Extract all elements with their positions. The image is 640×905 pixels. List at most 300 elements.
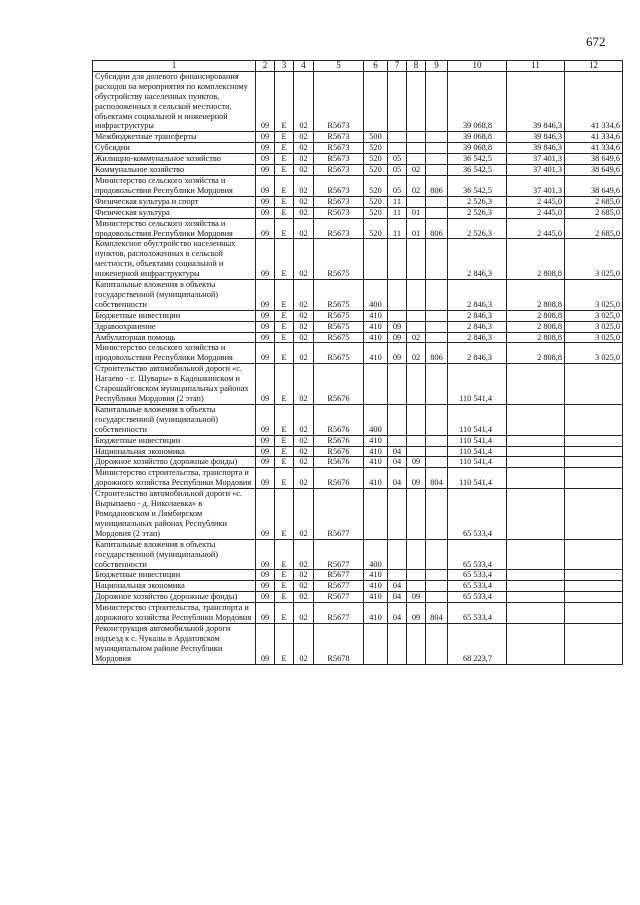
col-2-code: 09 xyxy=(256,310,275,321)
col-10-amount: 2 526,3 xyxy=(448,207,507,218)
col-8-code: 02 xyxy=(407,175,426,196)
col-11-amount xyxy=(507,435,565,446)
col-8-code xyxy=(407,310,426,321)
col-5-code: R5677 xyxy=(314,489,364,540)
col-2-code: 09 xyxy=(256,71,275,131)
col-4-code: 02 xyxy=(294,539,314,570)
col-4-code: 02 xyxy=(294,71,314,131)
col-11-amount: 39 846,3 xyxy=(507,132,565,143)
table-row xyxy=(93,71,623,131)
col-7-code xyxy=(388,570,407,581)
col-7-code xyxy=(388,364,407,405)
col-5-code: R5673 xyxy=(314,154,364,165)
col-11-amount xyxy=(507,570,565,581)
col-11-amount xyxy=(507,468,565,489)
table-row xyxy=(93,280,623,311)
col-6-code: 410 xyxy=(364,592,388,603)
col-4-code: 02 xyxy=(294,280,314,311)
col-9-code xyxy=(426,446,448,457)
col-10-amount: 2 846,3 xyxy=(448,343,507,364)
col-2-code: 09 xyxy=(256,165,275,176)
row-description: Амбулаторная помощь xyxy=(93,332,256,343)
col-11-amount: 2 445,0 xyxy=(507,196,565,207)
col-5-code: R5676 xyxy=(314,468,364,489)
col-5-code: R5677 xyxy=(314,570,364,581)
col-10-amount: 65 533,4 xyxy=(448,489,507,540)
col-3-code: Е xyxy=(275,132,294,143)
col-11-amount xyxy=(507,539,565,570)
col-8-code xyxy=(407,581,426,592)
col-10-amount: 36 542,5 xyxy=(448,154,507,165)
col-12-amount xyxy=(565,489,623,540)
table-row xyxy=(93,364,623,405)
col-4-code: 02 xyxy=(294,310,314,321)
col-10-amount: 65 533,4 xyxy=(448,539,507,570)
table-row xyxy=(93,310,623,321)
row-description: Бюджетные инвестиции xyxy=(93,570,256,581)
col-5-code: R5677 xyxy=(314,581,364,592)
row-description: Коммунальное хозяйство xyxy=(93,165,256,176)
col-8-code: 01 xyxy=(407,218,426,239)
col-11-amount xyxy=(507,489,565,540)
table-row xyxy=(93,404,623,435)
col-6-code xyxy=(364,364,388,405)
col-12-amount xyxy=(565,539,623,570)
col-11-amount xyxy=(507,446,565,457)
col-12-amount: 38 649,6 xyxy=(565,165,623,176)
col-8-code xyxy=(407,154,426,165)
col-5-code: R5673 xyxy=(314,165,364,176)
col-5-code: R5675 xyxy=(314,343,364,364)
col-9-code xyxy=(426,196,448,207)
row-description: Здравоохранение xyxy=(93,321,256,332)
col-5-code: R5673 xyxy=(314,71,364,131)
col-8-code xyxy=(407,196,426,207)
col-4-code: 02 xyxy=(294,623,314,664)
column-header: 9 xyxy=(426,61,448,72)
col-2-code: 09 xyxy=(256,489,275,540)
col-6-code: 400 xyxy=(364,539,388,570)
col-9-code xyxy=(426,154,448,165)
col-5-code: R5673 xyxy=(314,175,364,196)
col-8-code xyxy=(407,489,426,540)
col-7-code: 04 xyxy=(388,457,407,468)
col-3-code: Е xyxy=(275,592,294,603)
col-11-amount xyxy=(507,404,565,435)
col-3-code: Е xyxy=(275,239,294,280)
col-11-amount: 39 846,3 xyxy=(507,143,565,154)
col-12-amount xyxy=(565,581,623,592)
col-3-code: Е xyxy=(275,489,294,540)
col-3-code: Е xyxy=(275,603,294,624)
row-description: Бюджетные инвестиции xyxy=(93,310,256,321)
budget-table xyxy=(92,60,623,665)
col-11-amount xyxy=(507,457,565,468)
col-6-code: 410 xyxy=(364,321,388,332)
table-row xyxy=(93,154,623,165)
col-2-code: 09 xyxy=(256,404,275,435)
col-10-amount: 68 223,7 xyxy=(448,623,507,664)
col-10-amount: 2 846,3 xyxy=(448,321,507,332)
col-5-code: R5678 xyxy=(314,623,364,664)
col-2-code: 09 xyxy=(256,468,275,489)
col-5-code: R5677 xyxy=(314,603,364,624)
col-6-code: 520 xyxy=(364,207,388,218)
col-8-code: 02 xyxy=(407,332,426,343)
col-8-code xyxy=(407,239,426,280)
col-2-code: 09 xyxy=(256,218,275,239)
col-3-code: Е xyxy=(275,321,294,332)
col-6-code: 520 xyxy=(364,196,388,207)
col-12-amount: 41 334,6 xyxy=(565,132,623,143)
col-10-amount: 2 846,3 xyxy=(448,310,507,321)
table-row xyxy=(93,446,623,457)
col-3-code: Е xyxy=(275,310,294,321)
col-3-code: Е xyxy=(275,468,294,489)
col-12-amount xyxy=(565,446,623,457)
col-12-amount: 38 649,6 xyxy=(565,154,623,165)
col-3-code: Е xyxy=(275,332,294,343)
row-description: Капитальные вложения в объекты государственной (муниципальной) собственности xyxy=(93,539,256,570)
col-4-code: 02 xyxy=(294,165,314,176)
col-9-code xyxy=(426,489,448,540)
col-7-code xyxy=(388,489,407,540)
col-12-amount: 2 685,0 xyxy=(565,218,623,239)
col-12-amount xyxy=(565,603,623,624)
col-6-code: 410 xyxy=(364,446,388,457)
col-11-amount xyxy=(507,592,565,603)
col-8-code xyxy=(407,623,426,664)
col-4-code: 02 xyxy=(294,239,314,280)
col-5-code: R5676 xyxy=(314,457,364,468)
col-8-code xyxy=(407,280,426,311)
col-2-code: 09 xyxy=(256,623,275,664)
col-3-code: Е xyxy=(275,143,294,154)
col-6-code: 410 xyxy=(364,343,388,364)
col-5-code: R5676 xyxy=(314,404,364,435)
col-2-code: 09 xyxy=(256,343,275,364)
column-header: 4 xyxy=(294,61,314,72)
col-8-code: 02 xyxy=(407,343,426,364)
table-row xyxy=(93,581,623,592)
row-description: Субсидии для долевого финансирования расходов на мероприятия по комплексному обустройству населенных пунктов, расположенных в сельской местности, объектами социальной и инженерной инфраструктуры xyxy=(93,71,256,131)
column-header: 3 xyxy=(275,61,294,72)
col-10-amount: 2 846,3 xyxy=(448,332,507,343)
column-header: 12 xyxy=(565,61,623,72)
col-12-amount xyxy=(565,592,623,603)
col-8-code: 02 xyxy=(407,165,426,176)
table-row xyxy=(93,603,623,624)
col-12-amount: 3 025,0 xyxy=(565,332,623,343)
col-11-amount: 2 808,8 xyxy=(507,343,565,364)
col-6-code: 410 xyxy=(364,581,388,592)
row-description: Бюджетные инвестиции xyxy=(93,435,256,446)
col-7-code: 04 xyxy=(388,592,407,603)
col-4-code: 02 xyxy=(294,404,314,435)
row-description: Министерство строительства, транспорта и дорожного хозяйства Республики Мордовия xyxy=(93,468,256,489)
col-8-code xyxy=(407,364,426,405)
col-3-code: Е xyxy=(275,446,294,457)
col-8-code xyxy=(407,71,426,131)
table-header-row xyxy=(93,61,623,72)
col-11-amount xyxy=(507,603,565,624)
col-8-code: 09 xyxy=(407,468,426,489)
table-row xyxy=(93,143,623,154)
col-8-code xyxy=(407,539,426,570)
row-description: Министерство сельского хозяйства и продовольствия Республики Мордовия xyxy=(93,175,256,196)
col-10-amount: 110 541,4 xyxy=(448,457,507,468)
table-row xyxy=(93,623,623,664)
col-6-code: 520 xyxy=(364,175,388,196)
col-7-code: 11 xyxy=(388,218,407,239)
row-description: Министерство строительства, транспорта и дорожного хозяйства Республики Мордовия xyxy=(93,603,256,624)
col-9-code xyxy=(426,539,448,570)
col-3-code: Е xyxy=(275,404,294,435)
col-2-code: 09 xyxy=(256,332,275,343)
col-10-amount: 2 526,3 xyxy=(448,218,507,239)
row-description: Капитальные вложения в объекты государственной (муниципальной) собственности xyxy=(93,280,256,311)
col-12-amount xyxy=(565,364,623,405)
col-7-code: 05 xyxy=(388,154,407,165)
col-6-code: 410 xyxy=(364,332,388,343)
col-9-code xyxy=(426,404,448,435)
table-row xyxy=(93,207,623,218)
col-2-code: 09 xyxy=(256,603,275,624)
col-10-amount: 36 542,5 xyxy=(448,175,507,196)
col-7-code: 05 xyxy=(388,175,407,196)
col-4-code: 02 xyxy=(294,321,314,332)
col-11-amount xyxy=(507,364,565,405)
col-9-code xyxy=(426,239,448,280)
col-11-amount xyxy=(507,581,565,592)
col-7-code xyxy=(388,435,407,446)
col-5-code: R5676 xyxy=(314,435,364,446)
row-description: Дорожное хозяйство (дорожные фонды) xyxy=(93,592,256,603)
col-3-code: Е xyxy=(275,207,294,218)
col-6-code: 410 xyxy=(364,603,388,624)
table-row xyxy=(93,343,623,364)
col-7-code: 04 xyxy=(388,446,407,457)
col-9-code: 804 xyxy=(426,468,448,489)
col-10-amount: 110 541,4 xyxy=(448,404,507,435)
col-6-code: 520 xyxy=(364,154,388,165)
col-12-amount: 38 649,6 xyxy=(565,175,623,196)
col-6-code: 520 xyxy=(364,218,388,239)
col-11-amount: 2 808,8 xyxy=(507,321,565,332)
row-description: Капитальные вложения в объекты государственной (муниципальной) собственности xyxy=(93,404,256,435)
col-4-code: 02 xyxy=(294,570,314,581)
col-6-code: 410 xyxy=(364,570,388,581)
col-4-code: 02 xyxy=(294,364,314,405)
column-header: 1 xyxy=(93,61,256,72)
col-12-amount: 3 025,0 xyxy=(565,239,623,280)
col-9-code xyxy=(426,457,448,468)
col-12-amount xyxy=(565,404,623,435)
col-4-code: 02 xyxy=(294,592,314,603)
row-description: Строительство автомобильной дороги «с. Вырыпаево - д. Николаевка» в Ромодановском и Лямбирском муниципальных районах Республики Мордовия (2 этап) xyxy=(93,489,256,540)
col-5-code: R5675 xyxy=(314,239,364,280)
col-11-amount: 37 401,3 xyxy=(507,175,565,196)
table-row xyxy=(93,321,623,332)
col-9-code xyxy=(426,310,448,321)
col-5-code: R5673 xyxy=(314,143,364,154)
col-12-amount: 3 025,0 xyxy=(565,321,623,332)
col-9-code xyxy=(426,364,448,405)
col-2-code: 09 xyxy=(256,364,275,405)
col-7-code: 09 xyxy=(388,332,407,343)
row-description: Комплексное обустройство населенных пунктов, расположенных в сельской местности, объектами социальной и инженерной инфраструктуры xyxy=(93,239,256,280)
col-12-amount xyxy=(565,623,623,664)
col-10-amount: 39 068,8 xyxy=(448,132,507,143)
col-3-code: Е xyxy=(275,175,294,196)
col-12-amount: 3 025,0 xyxy=(565,310,623,321)
column-header: 7 xyxy=(388,61,407,72)
col-7-code: 11 xyxy=(388,207,407,218)
col-9-code xyxy=(426,435,448,446)
col-10-amount: 2 846,3 xyxy=(448,280,507,311)
col-6-code: 400 xyxy=(364,280,388,311)
column-header: 10 xyxy=(448,61,507,72)
col-11-amount: 2 445,0 xyxy=(507,218,565,239)
col-3-code: Е xyxy=(275,196,294,207)
col-9-code xyxy=(426,332,448,343)
table-row xyxy=(93,592,623,603)
row-description: Национальная экономика xyxy=(93,581,256,592)
col-8-code xyxy=(407,143,426,154)
col-5-code: R5676 xyxy=(314,364,364,405)
col-9-code xyxy=(426,207,448,218)
column-header: 2 xyxy=(256,61,275,72)
col-8-code xyxy=(407,321,426,332)
col-4-code: 02 xyxy=(294,446,314,457)
col-3-code: Е xyxy=(275,364,294,405)
col-2-code: 09 xyxy=(256,321,275,332)
col-3-code: Е xyxy=(275,71,294,131)
col-5-code: R5677 xyxy=(314,539,364,570)
page-number: 672 xyxy=(586,34,606,49)
col-8-code xyxy=(407,132,426,143)
col-9-code: 806 xyxy=(426,343,448,364)
table-row xyxy=(93,468,623,489)
col-4-code: 02 xyxy=(294,603,314,624)
col-8-code xyxy=(407,570,426,581)
col-5-code: R5676 xyxy=(314,446,364,457)
col-4-code: 02 xyxy=(294,489,314,540)
col-7-code xyxy=(388,143,407,154)
col-3-code: Е xyxy=(275,154,294,165)
row-description: Реконструкция автомобильной дороги подъезд к с. Чукалы в Ардатовском муниципальном районе Республики Мордовия xyxy=(93,623,256,664)
col-10-amount: 65 533,4 xyxy=(448,570,507,581)
col-5-code: R5675 xyxy=(314,310,364,321)
col-2-code: 09 xyxy=(256,592,275,603)
col-10-amount: 110 541,4 xyxy=(448,446,507,457)
row-description: Строительство автомобильной дороги «с. Нагаево - с. Шувары» в Кадошкинском и Старошайговском муниципальных районах Республики Мордовия (2 этап) xyxy=(93,364,256,405)
col-12-amount: 41 334,6 xyxy=(565,143,623,154)
table-row xyxy=(93,457,623,468)
col-7-code xyxy=(388,539,407,570)
col-4-code: 02 xyxy=(294,332,314,343)
col-7-code xyxy=(388,623,407,664)
col-5-code: R5673 xyxy=(314,196,364,207)
row-description: Жилищно-коммунальное хозяйство xyxy=(93,154,256,165)
col-5-code: R5675 xyxy=(314,321,364,332)
col-5-code: R5673 xyxy=(314,207,364,218)
row-description: Межбюджетные трансферты xyxy=(93,132,256,143)
table-row xyxy=(93,165,623,176)
col-7-code xyxy=(388,310,407,321)
col-3-code: Е xyxy=(275,623,294,664)
col-3-code: Е xyxy=(275,343,294,364)
table-row xyxy=(93,435,623,446)
col-9-code xyxy=(426,165,448,176)
col-11-amount: 2 808,8 xyxy=(507,239,565,280)
col-8-code: 09 xyxy=(407,592,426,603)
col-4-code: 02 xyxy=(294,196,314,207)
col-3-code: Е xyxy=(275,581,294,592)
table-row xyxy=(93,489,623,540)
col-2-code: 09 xyxy=(256,175,275,196)
col-11-amount: 2 808,8 xyxy=(507,280,565,311)
col-2-code: 09 xyxy=(256,457,275,468)
col-6-code: 400 xyxy=(364,404,388,435)
col-10-amount: 65 533,4 xyxy=(448,592,507,603)
col-9-code xyxy=(426,143,448,154)
col-7-code xyxy=(388,132,407,143)
col-5-code: R5675 xyxy=(314,280,364,311)
col-4-code: 02 xyxy=(294,207,314,218)
col-3-code: Е xyxy=(275,539,294,570)
col-12-amount xyxy=(565,457,623,468)
col-6-code xyxy=(364,239,388,280)
table-row xyxy=(93,239,623,280)
col-10-amount: 65 533,4 xyxy=(448,603,507,624)
col-6-code: 410 xyxy=(364,435,388,446)
row-description: Министерство сельского хозяйства и продовольствия Республики Мордовия xyxy=(93,343,256,364)
col-6-code: 500 xyxy=(364,132,388,143)
col-6-code xyxy=(364,71,388,131)
col-9-code xyxy=(426,623,448,664)
col-2-code: 09 xyxy=(256,581,275,592)
col-3-code: Е xyxy=(275,570,294,581)
col-12-amount: 2 685,0 xyxy=(565,207,623,218)
col-2-code: 09 xyxy=(256,143,275,154)
column-header: 8 xyxy=(407,61,426,72)
col-7-code: 09 xyxy=(388,321,407,332)
col-4-code: 02 xyxy=(294,143,314,154)
col-11-amount: 37 401,3 xyxy=(507,154,565,165)
col-10-amount: 2 526,3 xyxy=(448,196,507,207)
col-4-code: 02 xyxy=(294,132,314,143)
col-11-amount: 2 808,8 xyxy=(507,332,565,343)
col-6-code xyxy=(364,623,388,664)
col-8-code: 01 xyxy=(407,207,426,218)
column-header: 11 xyxy=(507,61,565,72)
col-12-amount: 3 025,0 xyxy=(565,343,623,364)
col-11-amount xyxy=(507,623,565,664)
col-10-amount: 65 533,4 xyxy=(448,581,507,592)
col-7-code: 05 xyxy=(388,165,407,176)
col-9-code: 806 xyxy=(426,218,448,239)
col-4-code: 02 xyxy=(294,457,314,468)
col-7-code: 04 xyxy=(388,603,407,624)
col-5-code: R5673 xyxy=(314,218,364,239)
col-2-code: 09 xyxy=(256,132,275,143)
col-3-code: Е xyxy=(275,457,294,468)
col-2-code: 09 xyxy=(256,196,275,207)
col-12-amount: 2 685,0 xyxy=(565,196,623,207)
col-6-code xyxy=(364,489,388,540)
col-12-amount: 3 025,0 xyxy=(565,280,623,311)
